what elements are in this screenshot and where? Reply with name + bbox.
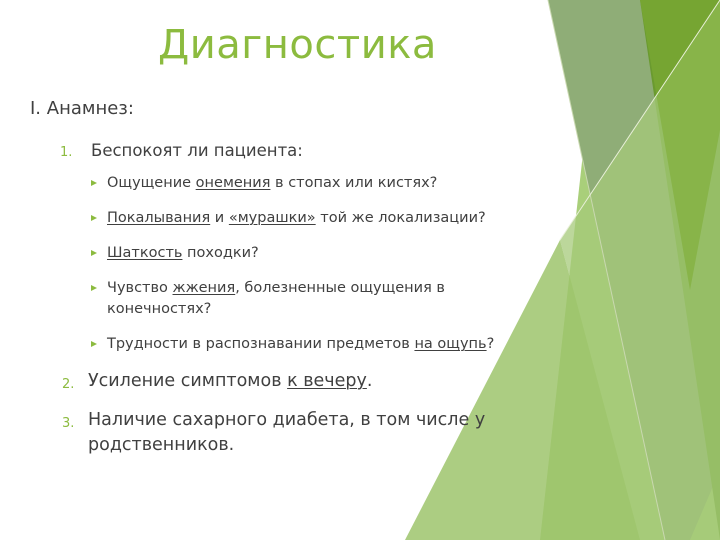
underlined-term: на ощупь — [414, 336, 487, 352]
symptom-list — [91, 173, 550, 355]
numbered-item-3 — [30, 408, 550, 458]
item-text: Беспокоят ли пациента: — [91, 141, 303, 160]
underlined-term: «мурашки» — [228, 210, 316, 226]
underlined-term: онемения — [195, 175, 271, 191]
item-number: 2. — [62, 377, 75, 392]
text: той же локализации? — [315, 210, 486, 226]
text: и — [210, 210, 229, 226]
section-heading: I. Анамнез: — [30, 98, 134, 119]
symptom-item-burning — [91, 278, 550, 320]
symptom-item-numbness — [91, 173, 550, 194]
slide-title: Диагностика — [158, 22, 437, 68]
underlined-term: Шаткость — [107, 245, 183, 261]
text: Усиление симптомов — [88, 371, 288, 391]
numbered-item-2 — [30, 369, 550, 394]
arrow-bullet-icon — [91, 341, 96, 346]
item-text: Наличие сахарного диабета, в том числе у родственников. — [88, 410, 486, 455]
item-number: 3. — [62, 416, 75, 431]
arrow-bullet-icon — [91, 250, 96, 255]
text: , болезненные ощущения в конечностях? — [107, 280, 445, 317]
text: Ощущение — [107, 175, 196, 191]
text: в стопах или кистях? — [270, 175, 438, 191]
text: ? — [486, 336, 495, 352]
arrow-bullet-icon — [91, 180, 96, 185]
arrow-bullet-icon — [91, 215, 96, 220]
slide-content — [30, 97, 550, 472]
symptom-item-touch — [91, 334, 550, 355]
text: Чувство — [107, 280, 173, 296]
underlined-term: жжения — [172, 280, 236, 296]
underlined-term: к вечеру — [287, 371, 367, 391]
arrow-bullet-icon — [91, 285, 96, 290]
symptom-item-tingling — [91, 208, 550, 229]
numbered-item-1 — [30, 139, 550, 355]
item-number: 1. — [60, 145, 73, 160]
underlined-term: Покалывания — [107, 210, 211, 226]
text: походки? — [182, 245, 259, 261]
text: . — [366, 371, 373, 391]
symptom-item-gait — [91, 243, 550, 264]
text: Трудности в распознавании предметов — [107, 336, 415, 352]
